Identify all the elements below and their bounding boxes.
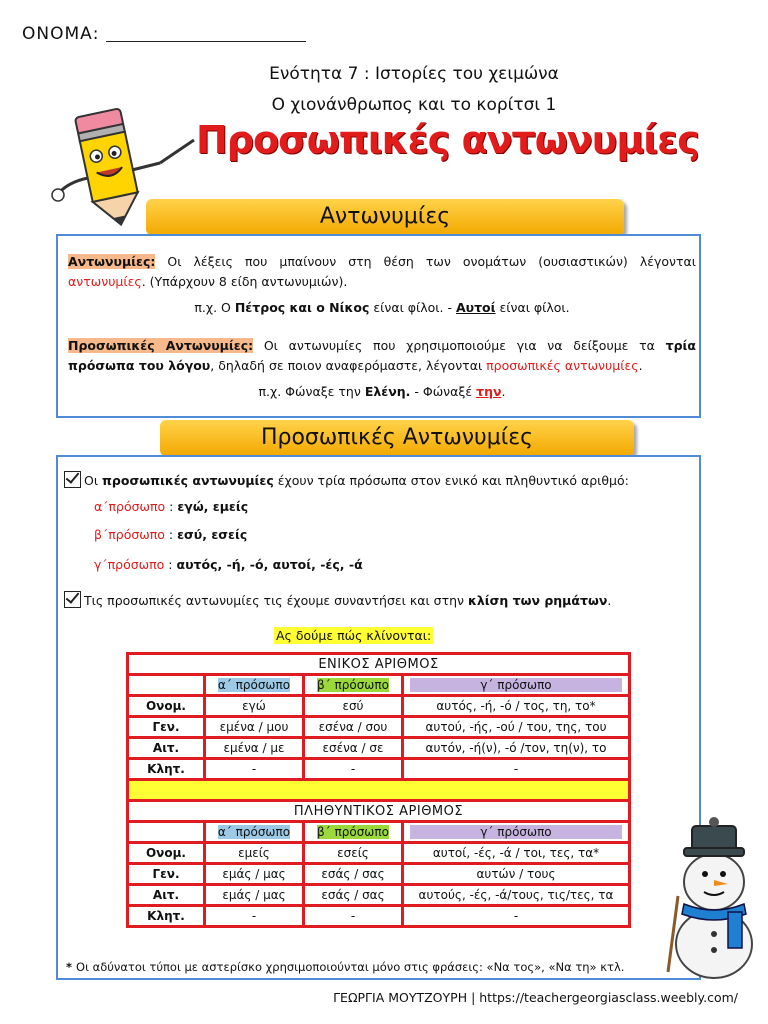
footnote: * Οι αδύνατοι τύποι με αστερίσκο χρησιμοποιούνται μόνο στις φράσεις: «Να τος», «Να τη» κτλ.: [66, 960, 625, 974]
snowman-icon: [662, 812, 762, 982]
page-title: Προσωπικές αντωνυμίες: [196, 118, 699, 162]
table-row: Αιτ. εμάς / μας εσάς / σας αυτούς, -ές, -ά/τους, τις/τες, τα: [128, 885, 630, 906]
separator-row: [128, 780, 630, 801]
definition-box: Αντωνυμίες: Οι λέξεις που μπαίνουν στη θέση των ονομάτων (ουσιαστικών) λέγονται αντωνυμίες. (Υπάρχουν 8 είδη αντωνυμιών). π.χ. Ο Πέτρος και ο Νίκος είναι φίλοι. - Αυτοί είναι φίλοι. Προσωπικές Αντωνυμίες: Οι αντωνυμίες που χρησιμοποιούμε για να δείξουμε τα τρία πρόσωπα του λόγου, δηλαδή σε ποιον αναφερόμαστε, λέγονται προσωπικές αντωνυμίες. π.χ. Φώναξε την Ελένη. - Φώναξέ την.: [56, 234, 701, 418]
person-line-1: α΄πρόσωπο : εγώ, εμείς: [94, 499, 249, 514]
col-first-person: α΄ πρόσωπο: [205, 822, 304, 843]
lesson-heading: Ο χιονάνθρωπος και το κορίτσι 1: [271, 95, 557, 115]
table-row: Κλητ. - - -: [128, 906, 630, 927]
table-row: Ονομ. εμείς εσείς αυτοί, -ές, -ά / τοι, τες, τα*: [128, 843, 630, 864]
personal-pronouns-box: [56, 455, 701, 980]
lets-see-label: Ας δούμε πώς κλίνονται:: [276, 628, 432, 643]
intro-line: Οι προσωπικές αντωνυμίες έχουν τρία πρόσωπα στον ενικό και πληθυντικό αριθμό:: [64, 471, 694, 491]
table-row: Κλητ. - - -: [128, 759, 630, 780]
unit-heading: Ενότητα 7 : Ιστορίες του χειμώνα: [269, 64, 559, 84]
table-row: Γεν. εμένα / μου εσένα / σου αυτού, -ής, -ού / του, της, του: [128, 717, 630, 738]
table-row: Αιτ. εμένα / με εσένα / σε αυτόν, -ή(ν), -ό /τον, τη(ν), το: [128, 738, 630, 759]
verbs-note: Τις προσωπικές αντωνυμίες τις έχουμε συναντήσει και στην κλίση των ρημάτων.: [64, 591, 694, 611]
term-personal-pronouns: Προσωπικές Αντωνυμίες:: [68, 338, 254, 353]
col-third-person: γ΄ πρόσωπο: [403, 822, 630, 843]
name-label: ΟΝΟΜΑ:: [22, 24, 100, 44]
term-red: αντωνυμίες: [68, 274, 142, 289]
footer-credit: [333, 990, 738, 1005]
col-second-person: β΄ πρόσωπο: [304, 675, 403, 696]
singular-title: ΕΝΙΚΟΣ ΑΡΙΘΜΟΣ: [128, 654, 630, 675]
table-row: Γεν. εμάς / μας εσάς / σας αυτών / τους: [128, 864, 630, 885]
website-link[interactable]: https://teachergeorgiasclass.weebly.com/: [479, 990, 738, 1005]
term-pronouns: Αντωνυμίες:: [68, 254, 156, 269]
example-2: π.χ. Φώναξε την Ελένη. - Φώναξέ την.: [258, 384, 506, 399]
checkbox-icon: [64, 471, 81, 488]
author-name: ΓΕΩΡΓΙΑ ΜΟΥΤΖΟΥΡΗ |: [333, 990, 480, 1005]
plural-title: ΠΛΗΘΥΝΤΙΚΟΣ ΑΡΙΘΜΟΣ: [128, 801, 630, 822]
col-second-person: β΄ πρόσωπο: [304, 822, 403, 843]
person-line-2: β΄πρόσωπο : εσύ, εσείς: [94, 527, 248, 542]
example-1: π.χ. Ο Πέτρος και ο Νίκος είναι φίλοι. - Αυτοί είναι φίλοι.: [194, 300, 570, 315]
definition-text: Οι λέξεις που μπαίνουν στη θέση των ονομάτων (ουσιαστικών) λέγονται: [155, 254, 696, 269]
section-banner-personal-pronouns: Προσωπικές Αντωνυμίες: [160, 420, 634, 456]
checkbox-icon: [64, 591, 81, 608]
person-line-3: γ΄πρόσωπο : αυτός, -ή, -ό, αυτοί, -ές, -ά: [94, 557, 363, 572]
singular-table: [126, 652, 631, 928]
personal-definition-text: Οι αντωνυμίες που χρησιμοποιούμε για να δείξουμε τα: [253, 338, 666, 353]
col-third-person: γ΄ πρόσωπο: [403, 675, 630, 696]
definition-text-end: . (Υπάρχουν 8 είδη αντωνυμιών).: [141, 274, 348, 289]
name-blank-line[interactable]: [106, 41, 306, 42]
table-row: Ονομ. εγώ εσύ αυτός, -ή, -ό / τος, τη, το*: [128, 696, 630, 717]
col-first-person: α΄ πρόσωπο: [205, 675, 304, 696]
section-banner-pronouns: Αντωνυμίες: [146, 199, 624, 235]
